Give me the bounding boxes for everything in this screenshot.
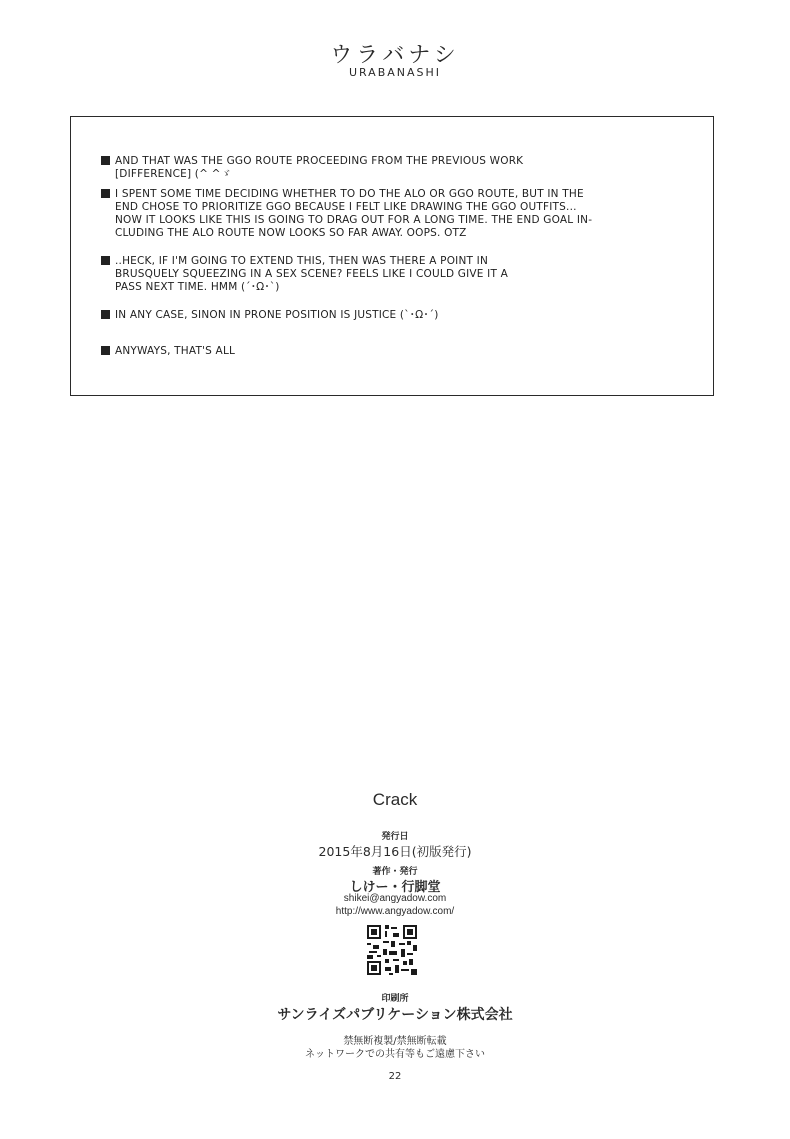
bullet-square-icon	[101, 310, 110, 319]
author-name: しけー・行脚堂	[349, 880, 441, 895]
qr-code-icon[interactable]	[367, 925, 417, 975]
bullet-square-icon	[101, 189, 110, 198]
author-label: 著作・発行	[372, 867, 418, 877]
note-item: ANYWAYS, THAT'S ALL	[115, 345, 715, 358]
author-url[interactable]: http://www.angyadow.com/	[335, 906, 455, 917]
header-title-jp: ウラバナシ	[330, 43, 460, 68]
note-item: IN ANY CASE, SINON IN PRONE POSITION IS JUSTICE (`･Ω･´)	[115, 309, 715, 322]
printer-name: サンライズパブリケーション株式会社	[277, 1007, 513, 1023]
rights-notice-1: 禁無断複製/禁無断転載	[343, 1036, 447, 1047]
header-title-en: URABANASHI	[348, 66, 442, 79]
rights-notice-2: ネットワークでの共有等もご遠慮下さい	[305, 1049, 485, 1060]
page-number: 22	[388, 1071, 402, 1082]
bullet-square-icon	[101, 156, 110, 165]
note-item: ..HECK, IF I'M GOING TO EXTEND THIS, THEN WAS THERE A POINT IN BRUSQUELY SQUEEZING IN A SEX SCENE? FEELS LIKE I COULD GIVE IT A PASS NEXT TIME. HMM (´･Ω･`)	[115, 255, 715, 294]
note-item: AND THAT WAS THE GGO ROUTE PROCEEDING FROM THE PREVIOUS WORK [DIFFERENCE] (^ ^ゞ	[115, 155, 715, 181]
publish-date: 2015年8月16日(初版発行)	[318, 844, 472, 859]
author-email[interactable]: shikei@angyadow.com	[343, 893, 447, 904]
afterword-box	[70, 116, 714, 396]
bullet-square-icon	[101, 346, 110, 355]
book-title: Crack	[372, 790, 418, 809]
note-item: I SPENT SOME TIME DECIDING WHETHER TO DO THE ALO OR GGO ROUTE, BUT IN THE END CHOSE TO PRIORITIZE GGO BECAUSE I FELT LIKE DRAWING THE GGO OUTFITS... NOW IT LOOKS LIKE THIS IS GOING TO DRAG OUT FOR A LONG TIME. THE END GOAL IN- CLUDING THE ALO ROUTE NOW LOOKS SO FAR AWAY. OOPS. OTZ	[115, 188, 715, 240]
printer-label: 印刷所	[381, 994, 409, 1004]
bullet-square-icon	[101, 256, 110, 265]
date-label: 発行日	[381, 832, 409, 842]
